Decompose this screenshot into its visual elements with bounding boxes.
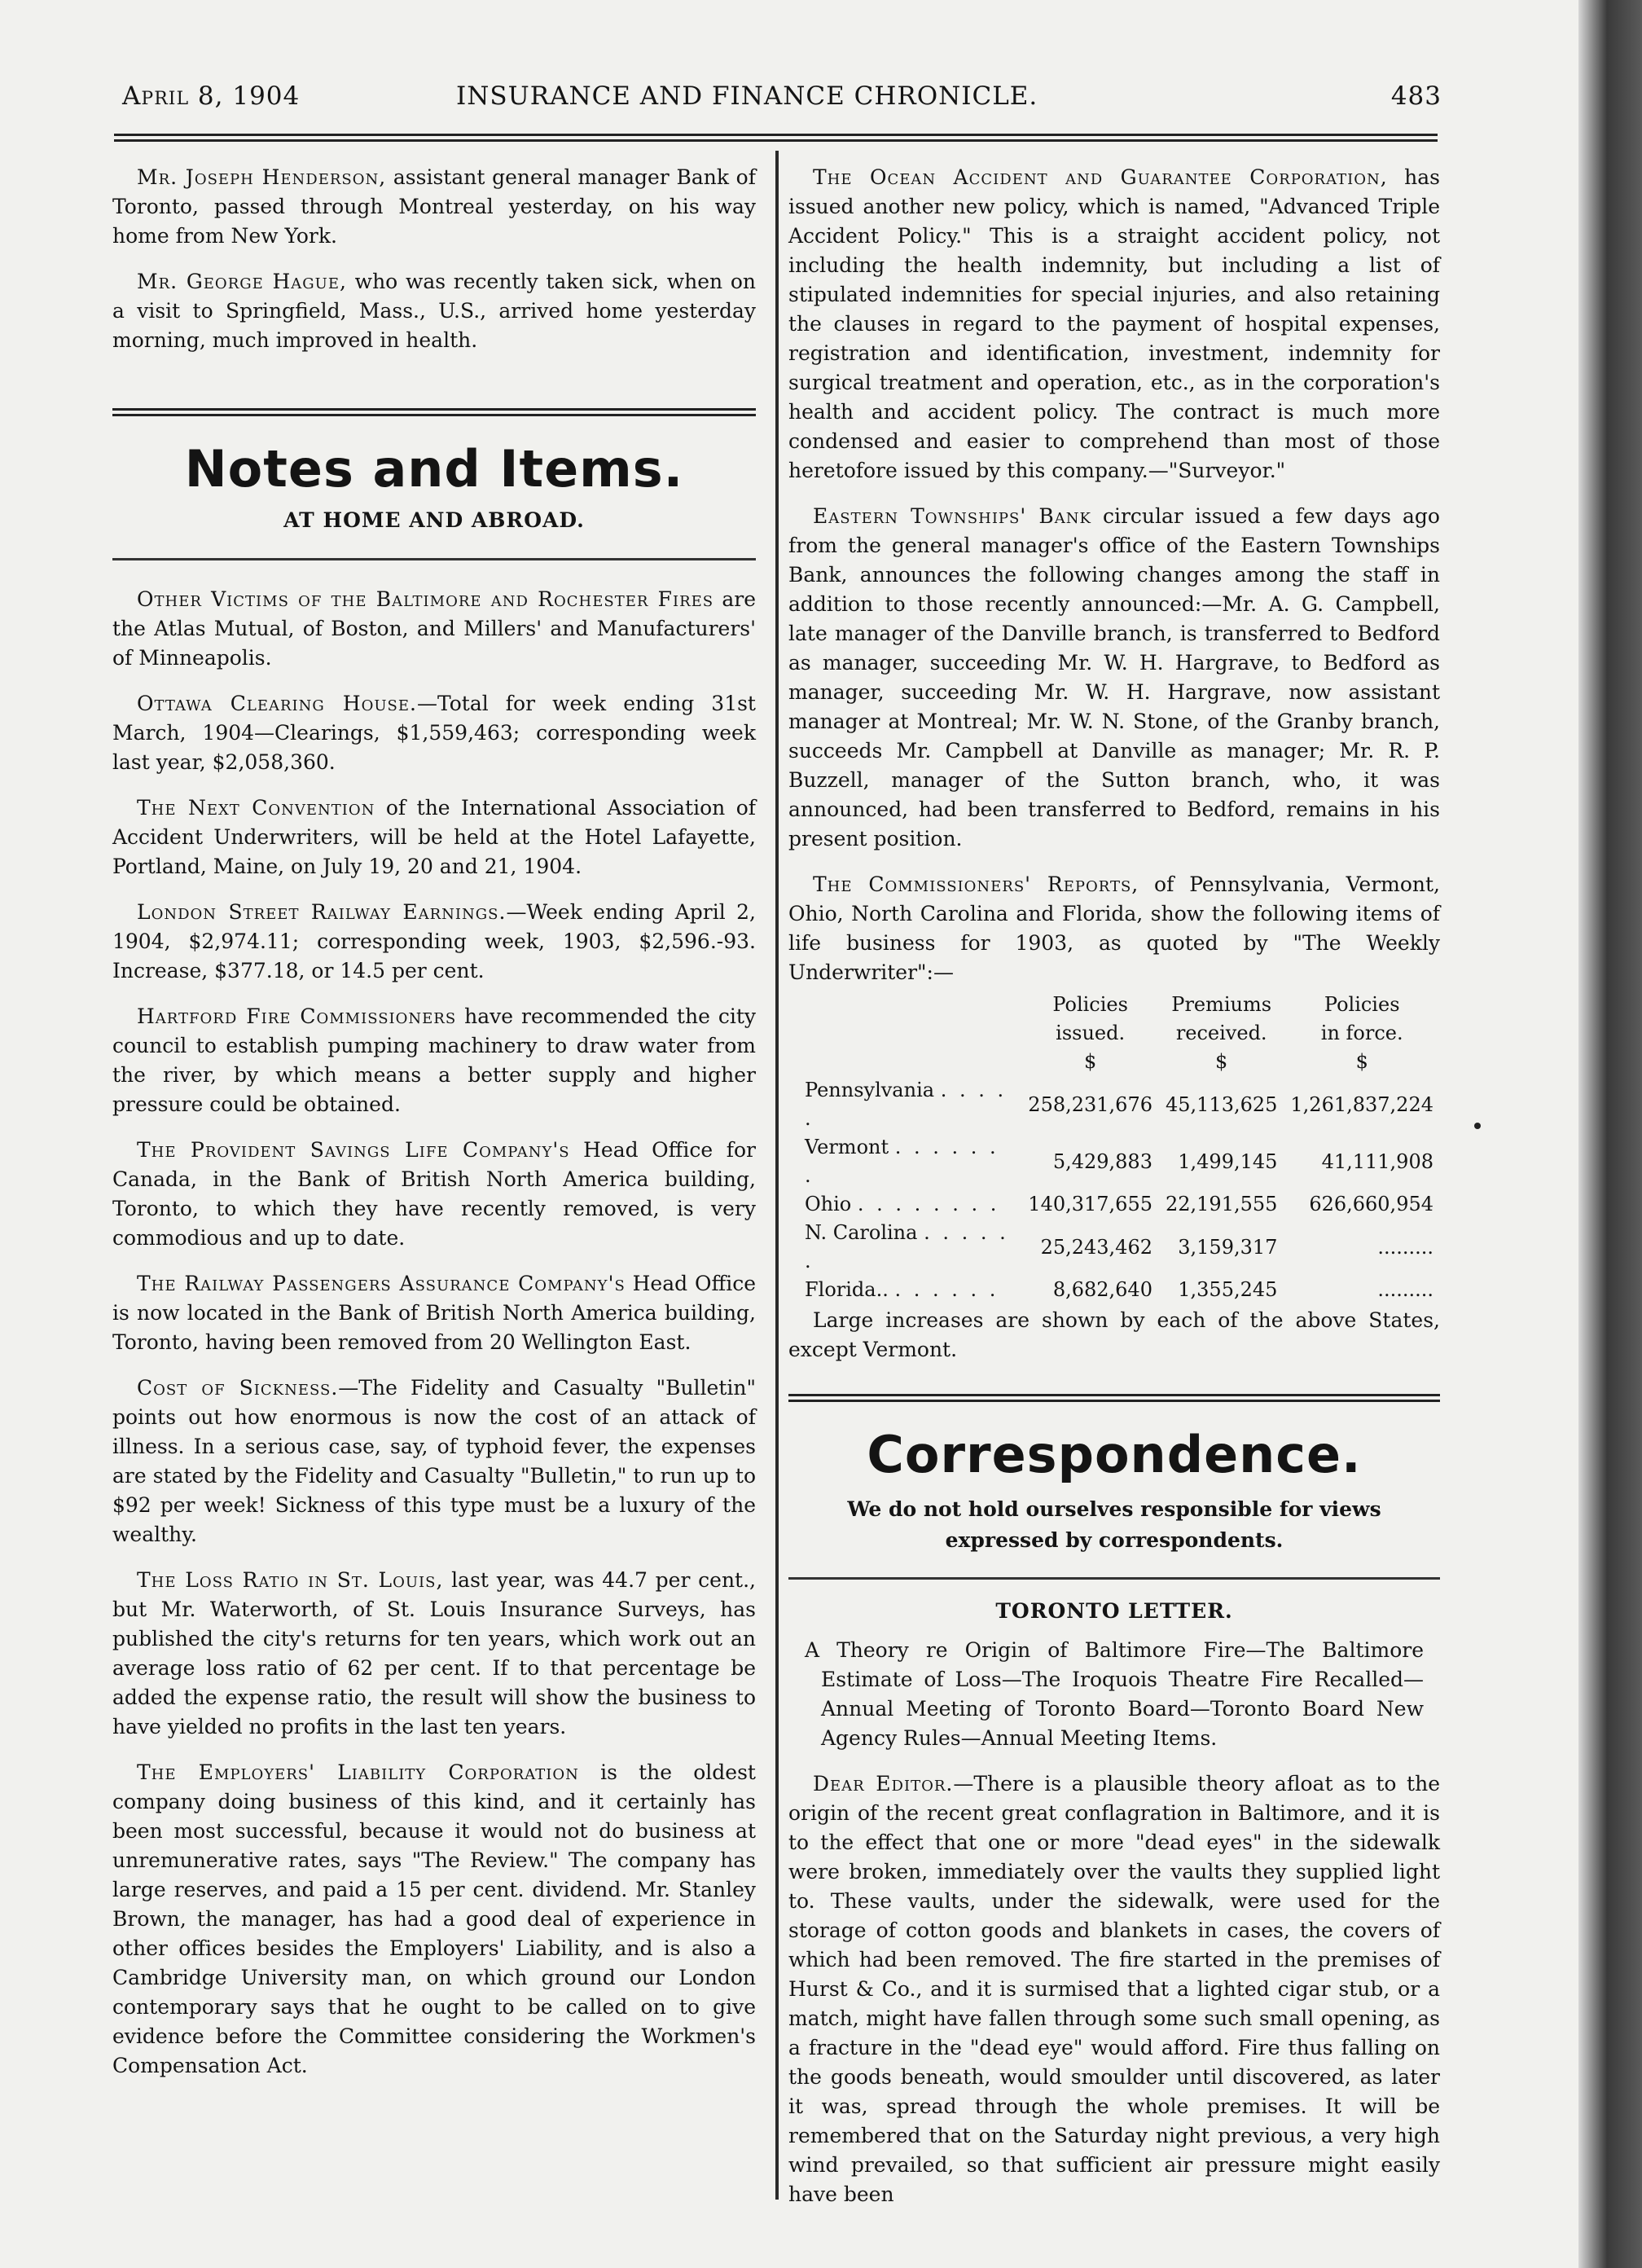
column-header: received.: [1175, 1022, 1267, 1044]
right-column: [788, 163, 1440, 2226]
table-row: N. Carolina . . . . . . 25,243,462 3,159,317 .........: [805, 1221, 1433, 1272]
letter-body: Dear Editor.—There is a plausible theory afloat as to the origin of the recent great conflagration in Baltimore, and it is to the effect that one or more "dead eyes" in the sidewalk were broken, immediately over the vaults they supplied light to. These vaults, under the sidewalk, were used for the storage of cotton goods and blankets in cases, the covers of which had been removed. The fire started in the premises of Hurst & Co., and it is surmised that a lighted cigar stub, or a match, might have fallen through some such small opening, as a fracture in the "dead eye" would afford. Fire thus falling on the goods beneath, would smoulder until discovered, as later it was, spread through the whole premises. It will be remembered that on the Saturday night previous, a very high wind prevailed, so that sufficient air pressure might easily have been: [788, 1772, 1440, 2206]
page-number: 483: [1390, 81, 1442, 111]
column-header: in force.: [1320, 1022, 1403, 1044]
table-row: Vermont . . . . . . . 5,429,883 1,499,145 41,111,908: [805, 1136, 1433, 1187]
news-item: Eastern Townships' Bank circular issued a few days ago from the general manager's office of the Eastern Townships Bank, announces the following changes among the staff in addition to those recently announced:—Mr. A. G. Campbell, late manager of the Danville branch, is transferred to Bedford as manager, succeeding Mr. W. H. Hargrave, to Bedford as manager, succeeding Mr. W. H. Hargrave, now assistant manager at Montreal; Mr. W. N. Stone, of the Granby branch, succeeds Mr. Campbell at Danville as manager; Mr. R. P. Buzzell, manager of the Sutton branch, who, it was announced, had been transferred to Bedford, remains in his present position.: [788, 504, 1440, 850]
table-header-row: [798, 991, 1440, 1019]
news-item: Ottawa Clearing House.—Total for week ending 31st March, 1904—Clearings, $1,559,463; corresponding week last year, $2,058,360.: [112, 692, 756, 774]
table-note: Large increases are shown by each of the above States, except Vermont.: [788, 1308, 1440, 1361]
correspondence-title: Correspondence.: [867, 1425, 1362, 1484]
letter-contents: A Theory re Origin of Baltimore Fire—The Baltimore Estimate of Loss—The Iroquois Theatre Fire Recalled—Annual Meeting of Toronto Board—Toronto Board New Agency Rules—Annual Meeting Items.: [805, 1638, 1424, 1750]
table-row: Florida.. . . . . . . 8,682,640 1,355,245 .........: [805, 1278, 1433, 1301]
news-item: Other Victims of the Baltimore and Rochester Fires are the Atlas Mutual, of Boston, and Millers' and Manufacturers' of Minneapolis.: [112, 587, 756, 670]
table-row: Pennsylvania . . . . . 258,231,676 45,113,625 1,261,837,224: [805, 1079, 1433, 1130]
news-item: The Railway Passengers Assurance Company's Head Office is now located in the Bank of British North America building, Toronto, having been removed from 20 Wellington East.: [112, 1272, 756, 1354]
page-header: [122, 81, 1442, 138]
ink-speck: [1474, 1123, 1481, 1129]
personal-item: Mr. Joseph Henderson, assistant general manager Bank of Toronto, passed through Montreal yesterday, on his way home from New York.: [112, 165, 756, 248]
currency-symbol: $: [1084, 1050, 1097, 1073]
subtitle-rule: [112, 558, 756, 560]
table-header-row: [798, 1048, 1440, 1076]
column-header: Policies: [1052, 993, 1128, 1016]
news-item: Hartford Fire Commissioners have recommended the city council to establish pumping machinery to draw water from the river, by which means a better supply and higher pressure could be obtained.: [112, 1004, 756, 1116]
section-subtitle: AT HOME AND ABROAD.: [283, 508, 585, 532]
currency-symbol: $: [1355, 1050, 1368, 1073]
disclaimer-rule: [788, 1577, 1440, 1580]
news-item: The Ocean Accident and Guarantee Corporation, has issued another new policy, which is named, "Advanced Triple Accident Policy." This is a straight accident policy, not including the health indemnity, but including a list of stipulated indemnities for special injuries, and also retaining the clauses in regard to the payment of hospital expenses, registration and identification, investment, indemnity for surgical treatment and operation, etc., as in the corporation's health and accident policy. The contract is much more condensed and easier to comprehend than most of those heretofore issued by this company.—"Surveyor.": [788, 165, 1440, 482]
column-header: Premiums: [1171, 993, 1272, 1016]
column-header: issued.: [1056, 1022, 1126, 1044]
left-column: [112, 163, 756, 2097]
news-item: The Loss Ratio in St. Louis, last year, was 44.7 per cent., but Mr. Waterworth, of St. Louis Insurance Surveys, has published the city's returns for ten years, which work out an average loss ratio of 62 per cent. If to that percentage be added the expense ratio, the result will show the business to have yielded no profits in the last ten years.: [112, 1568, 756, 1738]
currency-symbol: $: [1215, 1050, 1228, 1073]
issue-date: April 8, 1904: [122, 81, 301, 111]
table-row: Ohio . . . . . . . . 140,317,655 22,191,555 626,660,954: [805, 1193, 1433, 1215]
disclaimer: We do not hold ourselves responsible for views expressed by correspondents.: [847, 1497, 1381, 1552]
news-item: The Employers' Liability Corporation is the oldest company doing business of this kind, and it certainly has been most successful, because it would not do business at unremunerative rates, says "The Review." The company has large reserves, and paid a 15 per cent. dividend. Mr. Stanley Brown, the manager, has had a good deal of experience in other offices besides the Employers' Liability, and is also a Cambridge University man, on which ground our London contemporary says that he ought to be called on to give evidence before the Committee considering the Workmen's Compensation Act.: [112, 1760, 756, 2077]
table-header-row: [798, 1019, 1440, 1048]
page-edge-shadow: [1578, 0, 1642, 2268]
section-rule: [788, 1394, 1440, 1402]
journal-title: INSURANCE AND FINANCE CHRONICLE.: [456, 81, 1038, 111]
news-item: The Provident Savings Life Company's Head Office for Canada, in the Bank of British North America building, Toronto, to which they have recently removed, is very commodious and up to date.: [112, 1138, 756, 1250]
section-rule: [112, 408, 756, 416]
header-rule: [114, 134, 1438, 142]
news-item: The Next Convention of the International Association of Accident Underwriters, will be held at the Hotel Lafayette, Portland, Maine, on July 19, 20 and 21, 1904.: [112, 796, 757, 878]
news-item: London Street Railway Earnings.—Week ending April 2, 1904, $2,974.11; corresponding week, 1903, $2,596.-93. Increase, $377.18, or 14.5 per cent.: [112, 900, 756, 982]
letter-title: TORONTO LETTER.: [995, 1599, 1233, 1623]
column-header: Policies: [1324, 993, 1400, 1016]
personal-item: Mr. George Hague, who was recently taken sick, when on a visit to Springfield, Mass., U.S., arrived home yesterday morning, much improved in health.: [112, 270, 756, 352]
section-title: Notes and Items.: [184, 439, 684, 499]
column-divider: [775, 151, 779, 2200]
news-item: Cost of Sickness.—The Fidelity and Casualty "Bulletin" points out how enormous is now the cost of an attack of illness. In a serious case, say, of typhoid fever, the expenses are stated by the Fidelity and Casualty "Bulletin," to run up to $92 per week! Sickness of this type must be a luxury of the wealthy.: [112, 1376, 756, 1546]
life-business-table: [798, 991, 1440, 1304]
news-item: The Commissioners' Reports, of Pennsylvania, Vermont, Ohio, North Carolina and Florida, show the following items of life business for 1903, as quoted by "The Weekly Underwriter":—: [788, 872, 1440, 984]
